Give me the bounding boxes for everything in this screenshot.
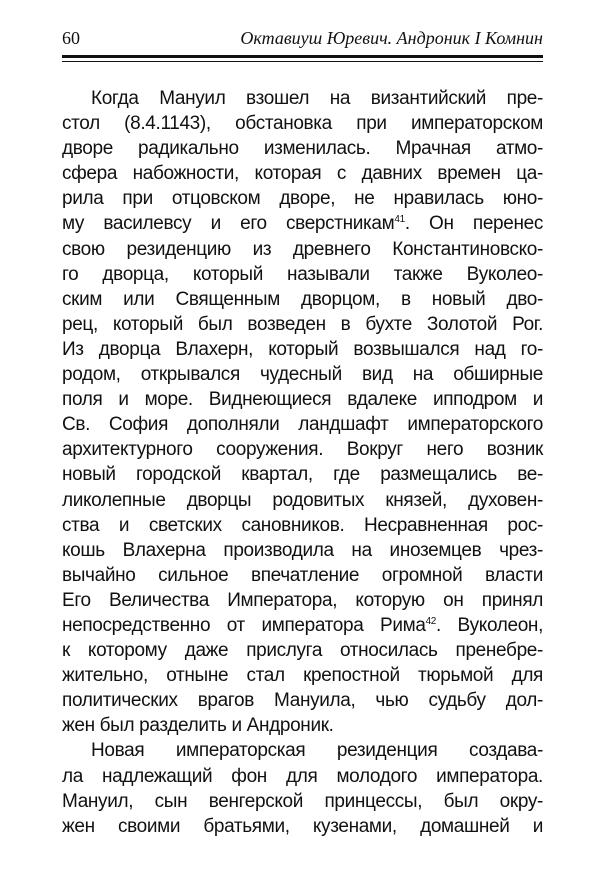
line-text: сфера набожности, которая с давних времен ца- — [62, 163, 543, 185]
text-line — [62, 488, 543, 513]
line-text: жен был разделить и Андроник. — [62, 715, 334, 737]
line-text: непосредственно от императора Рима — [62, 614, 426, 636]
running-header — [62, 26, 543, 52]
text-line — [62, 337, 543, 362]
line-text: ла надлежащий фон для молодого императора. — [62, 765, 543, 787]
text-line — [62, 287, 543, 312]
text-line — [62, 789, 543, 814]
line-text: дворе радикально изменилась. Мрачная атмо- — [62, 138, 543, 160]
line-text: го дворца, который называли также Вуколео- — [62, 263, 543, 285]
text-line — [62, 513, 543, 538]
line-text: стол (8.4.1143), обстановка при императорском — [62, 113, 543, 135]
text-line — [62, 412, 543, 437]
line-text: Его Величества Императора, которую он принял — [62, 589, 543, 611]
line-text: жен своими братьями, кузенами, домашней и — [62, 815, 543, 837]
line-text: новый городской квартал, где размещались ве- — [62, 464, 543, 486]
line-text: Мануил, сын венгерской принцессы, был окру- — [62, 790, 543, 812]
text-line — [62, 387, 543, 412]
text-line — [62, 237, 543, 262]
text-line — [62, 538, 543, 563]
line-text: поля и море. Виднеющиеся вдалеке ипподром и — [62, 389, 543, 411]
text-line — [62, 462, 543, 487]
line-text: . Он перенес — [404, 213, 543, 235]
line-text: Когда Мануил взошел на византийский пре- — [91, 88, 543, 109]
line-text: . Вуколеон, — [436, 614, 543, 636]
running-title: Октавиуш Юревич. Андроник I Комнин — [240, 28, 543, 48]
paragraph — [62, 738, 543, 838]
text-line — [62, 136, 543, 161]
line-text: кошь Влахерна производила на иноземцев чрез- — [62, 539, 543, 561]
line-text: рец, который был возведен в бухте Золотой Рог. — [62, 313, 543, 335]
line-text: жительно, отныне стал крепостной тюрьмой для — [62, 665, 543, 687]
line-text: ским или Священным дворцом, в новый дво- — [62, 288, 543, 310]
line-text: Св. София дополняли ландшафт императорского — [62, 414, 543, 436]
line-text: Из дворца Влахерн, который возвышался над го- — [62, 338, 543, 360]
text-line — [62, 563, 543, 588]
text-line — [62, 588, 543, 613]
header-rule-thin — [62, 61, 543, 62]
line-text: архитектурного сооружения. Вокруг него возник — [62, 439, 543, 461]
line-text: политических врагов Мануила, чью судьбу дол- — [62, 690, 543, 712]
text-line — [62, 738, 543, 763]
text-line — [62, 613, 543, 638]
body-text — [62, 86, 543, 839]
footnote-reference[interactable]: 41 — [394, 214, 405, 226]
text-line — [62, 111, 543, 136]
text-line — [62, 814, 543, 839]
text-line — [62, 713, 543, 738]
text-line — [62, 186, 543, 211]
line-text: родом, открывался чудесный вид на обширные — [62, 364, 543, 386]
line-text: к которому даже прислуга относилась пренебре- — [62, 640, 543, 662]
line-text: Новая императорская резиденция создава- — [91, 740, 543, 762]
line-text: рила при отцовском дворе, не нравилась юно- — [62, 188, 543, 210]
line-text: му василевсу и его сверстникам — [62, 213, 395, 235]
text-line — [62, 638, 543, 663]
text-line — [62, 312, 543, 337]
text-line — [62, 663, 543, 688]
text-line — [62, 688, 543, 713]
line-text: ликолепные дворцы родовитых князей, духовен- — [62, 489, 543, 511]
text-line — [62, 86, 543, 111]
text-line — [62, 437, 543, 462]
paragraph — [62, 86, 543, 738]
line-text: ства и светских сановников. Несравненная рос- — [62, 514, 543, 536]
text-line — [62, 764, 543, 789]
footnote-reference[interactable]: 42 — [425, 615, 436, 627]
text-line — [62, 211, 543, 236]
line-text: свою резиденцию из древнего Константиновско- — [62, 238, 543, 260]
line-text: вычайно сильное впечатление огромной власти — [62, 564, 543, 586]
text-line — [62, 161, 543, 186]
page-number: 60 — [62, 28, 80, 48]
text-line — [62, 362, 543, 387]
text-line — [62, 262, 543, 287]
header-rule-thick — [62, 55, 543, 58]
